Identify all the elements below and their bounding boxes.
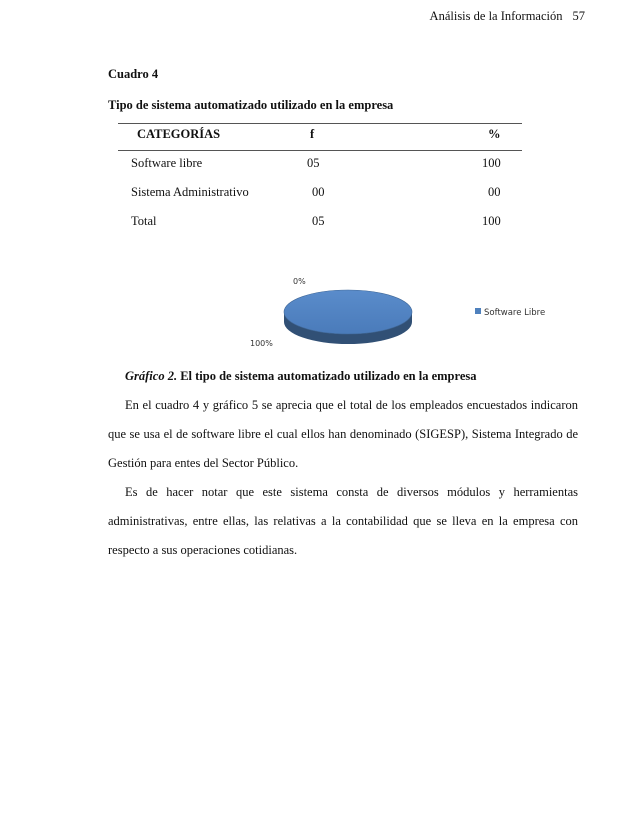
table-cell-percent: 00 (488, 185, 501, 199)
table-label: Cuadro 4 (108, 67, 159, 81)
table-header-categorias: CATEGORÍAS (137, 127, 221, 141)
paragraph-line: administrativas, entre ellas, las relativas a la contabilidad que se lleva en la empresa con (108, 514, 578, 528)
table-cell-category: Sistema Administrativo (131, 185, 249, 199)
paragraph-line: Es de hacer notar que este sistema consta de diversos módulos y herramientas (125, 485, 578, 499)
page-number: 57 (572, 9, 585, 23)
figure-caption-text: El tipo de sistema automatizado utilizado en la empresa (177, 369, 477, 383)
table-header-rule (118, 150, 522, 151)
table-cell-category: Software libre (131, 156, 203, 170)
pie-data-label: 100% (250, 339, 273, 348)
header-section-title: Análisis de la Información (429, 9, 563, 23)
table-cell-f: 00 (312, 185, 325, 199)
table-title: Tipo de sistema automatizado utilizado en la empresa (108, 98, 394, 112)
paragraph-line: respecto a sus operaciones cotidianas. (108, 543, 298, 557)
paragraph-line: Gestión para entes del Sector Público. (108, 456, 299, 470)
page-header (430, 9, 585, 24)
table-cell-f: 05 (312, 214, 325, 228)
table-header-percent: % (488, 127, 501, 141)
legend-swatch (475, 308, 481, 314)
pie-slice (284, 290, 412, 334)
table-cell-category: Total (131, 214, 157, 228)
table-cell-percent: 100 (482, 214, 501, 228)
paragraph-line: que se usa el de software libre el cual ellos han denominado (SIGESP), Sistema Integrado de (108, 427, 578, 441)
paragraph-line: En el cuadro 4 y gráfico 5 se aprecia que el total de los empleados encuestados indicaron (125, 398, 578, 412)
figure-caption-prefix: Gráfico 2. (125, 369, 178, 383)
figure-caption (125, 369, 477, 384)
legend-label: Software Libre (484, 308, 546, 318)
pie-chart (108, 262, 578, 362)
table-cell-f: 05 (307, 156, 320, 170)
table-header-f: f (310, 127, 315, 141)
pie-data-label: 0% (293, 277, 306, 286)
table-top-rule (118, 123, 522, 124)
pie-chart-area (108, 262, 578, 362)
table-cell-percent: 100 (482, 156, 501, 170)
